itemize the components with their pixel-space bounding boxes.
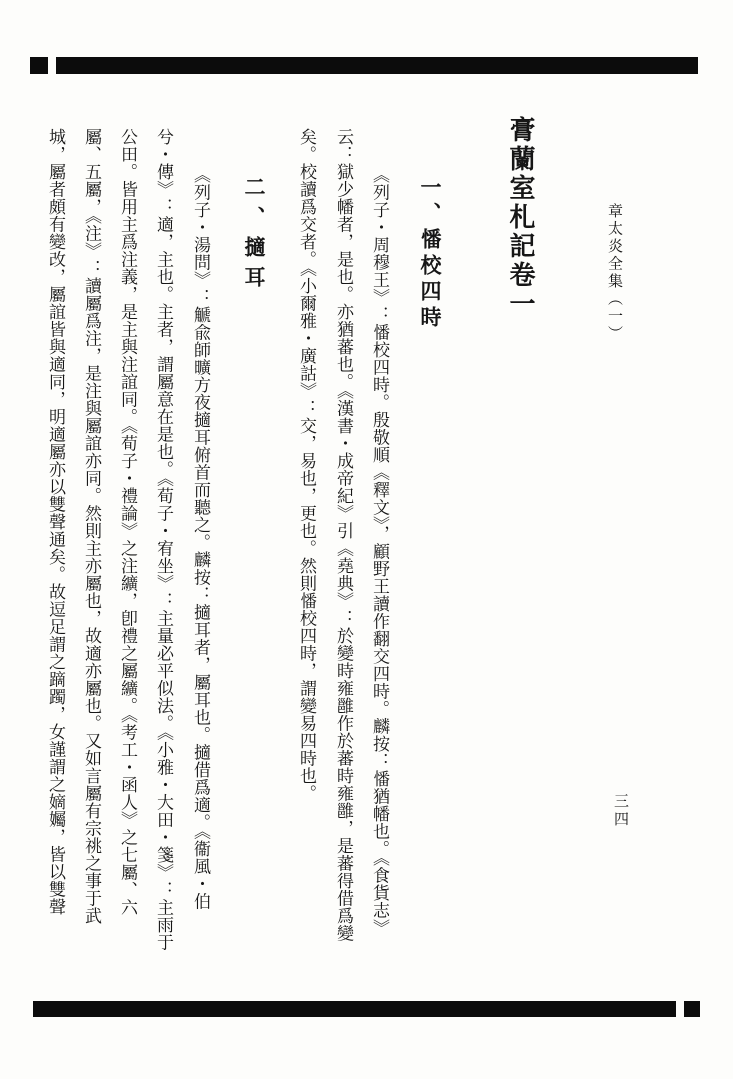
scan-artifact-top-bar bbox=[56, 57, 698, 74]
scan-artifact-top-left-square bbox=[30, 57, 48, 74]
page-number: 三四 bbox=[612, 793, 628, 829]
text-column: 矣。校讀爲交者。《小爾雅・廣詁》：交，易也，更也。然則憣校四時，謂變易四時也。 bbox=[297, 128, 316, 802]
text-column: 城，屬者頗有變改，屬誼皆與適同，明適屬亦以雙聲通矣。故逗足謂之蹢躅，女謹謂之嫡孎，皆以雙聲 bbox=[46, 128, 65, 916]
text-column: 兮・傳》：適，主也。主者，謂屬意在是也。《荀子・宥坐》：主量必平似法。《小雅・大田・箋》：主雨于 bbox=[154, 128, 173, 951]
text-column: 公田。皆用主爲注義，是主與注誼同。《荀子・禮論》之注纊，卽禮之屬纊。《考工・函人》之七屬、六 bbox=[118, 128, 137, 916]
text-column: 《列子・周穆王》：憣校四時。殷敬順《釋文》，顧野王讀作翻交四時。麟按：憣猶幡也。《食貨志》 bbox=[370, 166, 389, 937]
section-2-heading: 二、擿耳 bbox=[242, 176, 266, 296]
section-1-heading: 一、憣校四時 bbox=[418, 176, 442, 332]
text-column: 云：獄少幡者，是也。亦猶蕃也。《漢書・成帝紀》引《堯典》：於變時雍雝作於蕃時雍雝，是蕃得借爲變 bbox=[334, 128, 353, 942]
text-column: 屬、五屬，《注》：讀屬爲注，是注與屬誼亦同。然則主亦屬也，故適亦屬也。又如言屬有宗祧之事于武 bbox=[82, 128, 101, 925]
scan-artifact-bottom-bar bbox=[33, 1001, 676, 1017]
text-column: 《列子・湯問》：䚦兪師曠方夜擿耳俯首而聽之。麟按：擿耳者，屬耳也。擿借爲適。《衞風・伯 bbox=[191, 166, 210, 910]
chapter-title: 膏蘭室札記卷一 bbox=[506, 116, 535, 319]
scan-artifact-bottom-right-square bbox=[684, 1001, 700, 1017]
book-series-header: 章太炎全集（一） bbox=[606, 203, 622, 343]
